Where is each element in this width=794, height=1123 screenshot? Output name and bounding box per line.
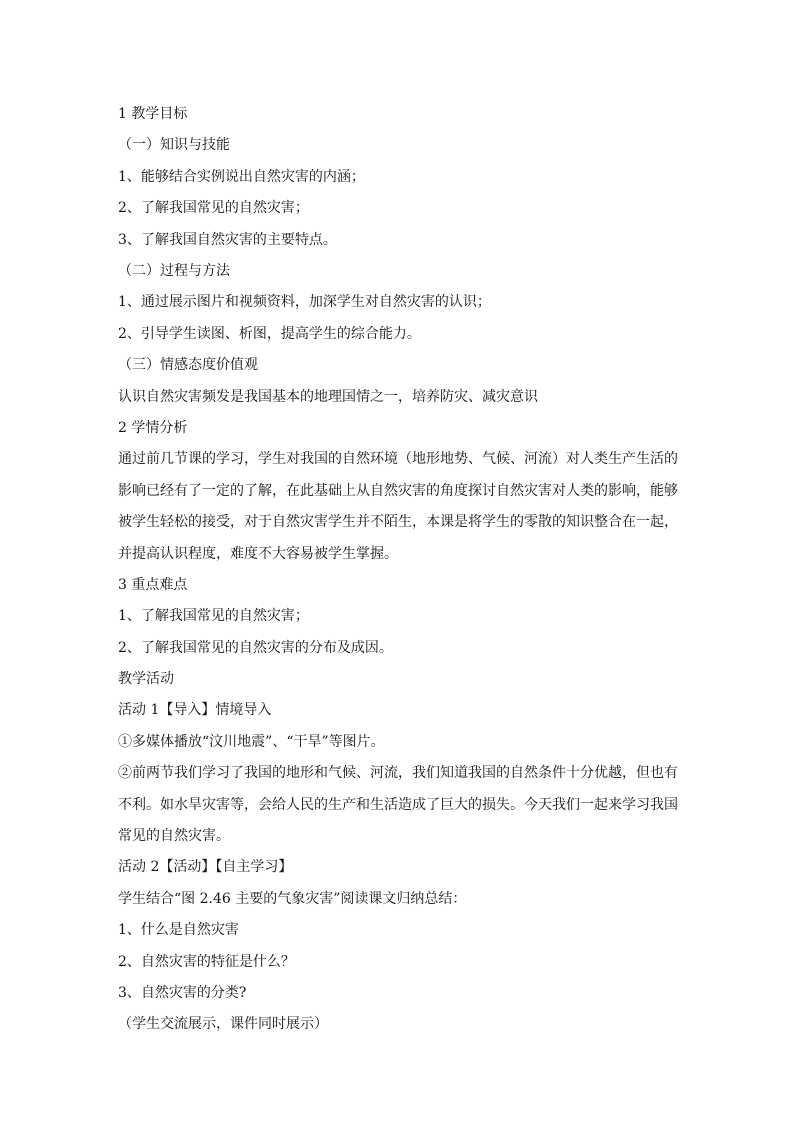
analysis-paragraph: 通过前几节课的学习，学生对我国的自然环境（地形地势、气候、河流）对人类生产生活的影响已经有了一定的了解，在此基础上从自然灾害的角度探讨自然灾害对人类的影响，能够被学生轻松的接受，对于自然灾害学生并不陌生，本课是将学生的零散的知识整合在一起，并提高认识程度，难度不大容易被学生掌握。 <box>118 451 678 562</box>
list-item: 2、了解我国常见的自然灾害的分布及成因。 <box>118 639 393 656</box>
activity-1-title: 活动 1【导入】情境导入 <box>118 702 272 719</box>
list-item: 1、什么是自然灾害 <box>118 922 239 939</box>
activity-2-intro: 学生结合“图 2.46 主要的气象灾害”阅读课文归纳总结： <box>118 890 467 907</box>
list-item: 2、自然灾害的特征是什么？ <box>118 953 295 970</box>
list-item: 2、了解我国常见的自然灾害； <box>118 200 309 217</box>
activity-2-title: 活动 2【活动】【自主学习】 <box>118 859 293 876</box>
section-title-goals: 1 教学目标 <box>118 106 188 122</box>
subheading-process: （二）过程与方法 <box>118 262 230 279</box>
document-body <box>118 99 678 1041</box>
section-title-analysis: 2 学情分析 <box>118 419 188 436</box>
section-title-activities: 教学活动 <box>118 671 174 688</box>
activity-1-paragraph: ②前两节我们学习了我国的地形和气候、河流，我们知道我国的自然条件十分优越，但也有不利。如水旱灾害等，会给人民的生产和生活造成了巨大的损失。今天我们一起来学习我国常见的自然灾害。 <box>118 765 678 845</box>
list-item: 3、了解我国自然灾害的主要特点。 <box>118 231 337 248</box>
activity-1-item: ①多媒体播放“汶川地震”、“干旱”等图片。 <box>118 733 385 750</box>
subheading-knowledge: （一）知识与技能 <box>118 137 230 154</box>
activity-2-note: （学生交流展示，课件同时展示） <box>118 1016 328 1033</box>
list-item: 1、了解我国常见的自然灾害； <box>118 608 309 625</box>
subheading-attitude: （三）情感态度价值观 <box>118 357 258 374</box>
list-item: 1、通过展示图片和视频资料，加深学生对自然灾害的认识； <box>118 294 491 311</box>
list-item: 3、自然灾害的分类? <box>118 985 247 1002</box>
list-item: 1、能够结合实例说出自然灾害的内涵； <box>118 168 365 185</box>
section-title-key-points: 3 重点难点 <box>118 576 188 593</box>
attitude-text: 认识自然灾害频发是我国基本的地理国情之一，培养防灾、减灾意识 <box>118 388 538 405</box>
list-item: 2、引导学生读图、析图，提高学生的综合能力。 <box>118 325 421 342</box>
